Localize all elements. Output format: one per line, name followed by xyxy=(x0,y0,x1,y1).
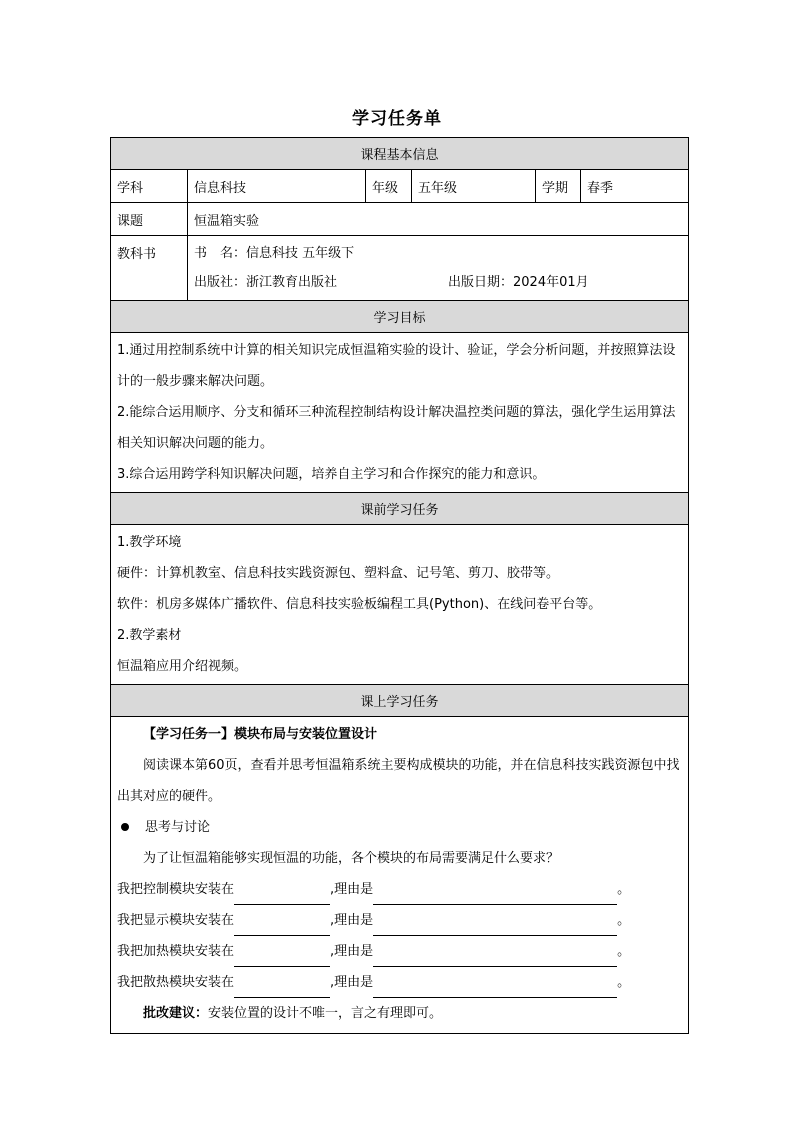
fill-line-control xyxy=(111,874,688,905)
task-description: 阅读课本第60页，查看并思考恒温箱系统主要构成模块的功能，并在信息科技实践资源包中找出其对应的硬件。 xyxy=(117,758,680,804)
in-class-body xyxy=(111,717,689,1034)
subject-value: 信息科技 xyxy=(188,170,366,203)
fill-mid: ,理由是 xyxy=(330,944,374,959)
objectives-header: 学习目标 xyxy=(111,301,689,333)
page-title: 学习任务单 xyxy=(352,109,442,129)
fill-end: 。 xyxy=(617,944,631,959)
discussion-bullet xyxy=(111,812,688,843)
pre-class-line: 软件：机房多媒体广播软件、信息科技实验板编程工具(Python)、在线问卷平台等。 xyxy=(117,597,602,612)
pre-class-line: 硬件：计算机教室、信息科技实践资源包、塑料盒、记号笔、剪刀、胶带等。 xyxy=(117,566,560,581)
basic-info-header: 课程基本信息 xyxy=(111,138,689,170)
pre-class-line: 恒温箱应用介绍视频。 xyxy=(117,659,248,674)
publisher-line xyxy=(194,268,682,297)
task-title xyxy=(111,719,688,750)
pre-class-line: 1.教学环境 xyxy=(117,535,182,550)
topic-value: 恒温箱实验 xyxy=(188,203,689,236)
pre-class-line: 2.教学素材 xyxy=(117,628,182,643)
objective-item: 1.通过用控制系统中计算的相关知识完成恒温箱实验的设计、验证，学会分析问题，并按照算法设计的一般步骤来解决问题。 xyxy=(117,343,676,389)
fill-line-display xyxy=(111,905,688,936)
pre-class-body xyxy=(111,525,689,685)
reason-blank[interactable] xyxy=(373,886,617,905)
fill-prefix: 我把显示模块安装在 xyxy=(117,913,235,928)
fill-end: 。 xyxy=(617,913,631,928)
reason-blank[interactable] xyxy=(373,917,617,936)
fill-end: 。 xyxy=(617,975,631,990)
location-blank[interactable] xyxy=(234,979,330,998)
objective-item: 2.能综合运用顺序、分支和循环三种流程控制结构设计解决温控类问题的算法，强化学生运用算法相关知识解决问题的能力。 xyxy=(117,405,676,451)
grade-value: 五年级 xyxy=(412,170,536,203)
reason-blank[interactable] xyxy=(373,948,617,967)
grading-note xyxy=(111,998,688,1029)
fill-prefix: 我把加热模块安装在 xyxy=(117,944,235,959)
fill-line-cooling xyxy=(111,967,688,998)
discussion-label: 思考与讨论 xyxy=(145,820,211,835)
fill-prefix: 我把散热模块安装在 xyxy=(117,975,235,990)
fill-mid: ,理由是 xyxy=(330,913,374,928)
task-sheet-table xyxy=(110,137,689,1034)
publisher: 出版社：浙江教育出版社 xyxy=(194,275,338,290)
location-blank[interactable] xyxy=(234,917,330,936)
grading-note-label: 批改建议： xyxy=(143,1006,209,1021)
pre-class-header: 课前学习任务 xyxy=(111,493,689,525)
location-blank[interactable] xyxy=(234,948,330,967)
term-label: 学期 xyxy=(536,170,581,203)
grading-note-text: 安装位置的设计不唯一，言之有理即可。 xyxy=(208,1006,443,1021)
book-name: 书 名：信息科技 五年级下 xyxy=(194,246,355,261)
term-value: 春季 xyxy=(581,170,689,203)
fill-line-heating xyxy=(111,936,688,967)
location-blank[interactable] xyxy=(234,886,330,905)
discussion-question: 为了让恒温箱能够实现恒温的功能，各个模块的布局需要满足什么要求？ xyxy=(143,851,560,866)
grade-label: 年级 xyxy=(366,170,412,203)
textbook-label: 教科书 xyxy=(111,236,188,301)
subject-label: 学科 xyxy=(111,170,188,203)
textbook-info xyxy=(188,236,689,301)
fill-mid: ,理由是 xyxy=(330,882,374,897)
in-class-header: 课上学习任务 xyxy=(111,685,689,717)
task-title-text: 【学习任务一】模块布局与安装位置设计 xyxy=(143,727,378,742)
topic-label: 课题 xyxy=(111,203,188,236)
fill-mid: ,理由是 xyxy=(330,975,374,990)
objective-item: 3.综合运用跨学科知识解决问题，培养自主学习和合作探究的能力和意识。 xyxy=(117,467,546,482)
fill-end: 。 xyxy=(617,882,631,897)
fill-prefix: 我把控制模块安装在 xyxy=(117,882,235,897)
publish-date: 出版日期：2024年01月 xyxy=(448,275,589,290)
objectives-body xyxy=(111,333,689,493)
reason-blank[interactable] xyxy=(373,979,617,998)
bullet-dot-icon xyxy=(121,823,129,831)
